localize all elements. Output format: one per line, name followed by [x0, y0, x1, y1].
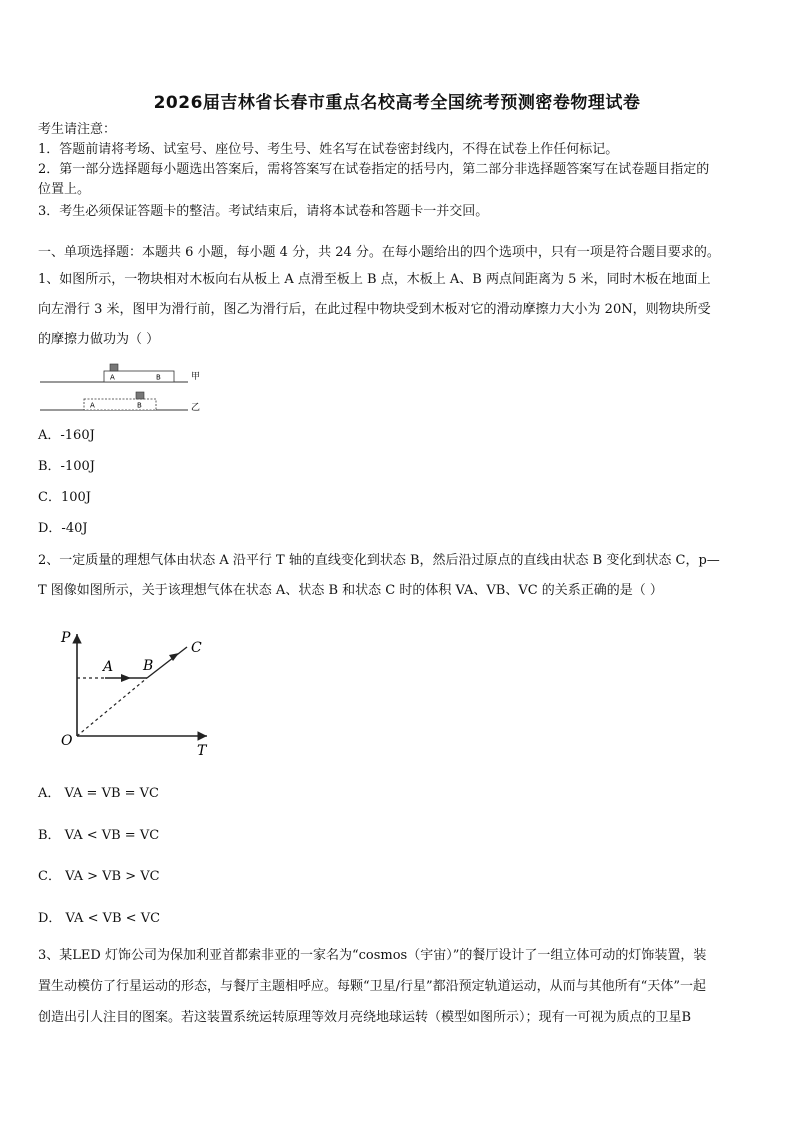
notice-item-3: 3．考生必须保证答题卡的整洁。考试结束后，请将本试卷和答题卡一并交回。 [38, 204, 489, 219]
state-b-label: B [143, 658, 154, 674]
q1-block-after [136, 392, 144, 399]
notice-item-2-cont: 位置上。 [38, 182, 91, 197]
arrow-a-to-b [121, 674, 131, 682]
q2-option-d: D． VA < VB < VC [38, 911, 161, 926]
q1-line-2: 向左滑行 3 米，图甲为滑行前，图乙为滑行后，在此过程中物块受到木板对它的滑动摩擦力大小为 20N，则物块所受 [38, 302, 711, 317]
state-a-label: A [103, 659, 114, 675]
q1-option-c: C．100J [38, 490, 91, 505]
q2-line-1: 2、一定质量的理想气体由状态 A 沿平行 T 轴的直线变化到状态 B，然后沿过原点的直线由状态 B 变化到状态 C，p— [38, 553, 720, 568]
q1-block-before [110, 364, 118, 371]
state-c-label: C [191, 640, 202, 656]
q2-pt-graph [55, 622, 225, 762]
q2-option-a: A． VA = VB = VC [38, 786, 160, 801]
q2-option-b: B． VA < VB = VC [38, 828, 160, 843]
origin-label: O [61, 733, 73, 749]
q1-label-a1: A [110, 373, 115, 382]
notice-item-2: 2．第一部分选择题每小题选出答案后，需将答案写在试卷指定的括号内，第二部分非选择题答案写在试卷题目指定的 [38, 162, 710, 177]
q1-label-a2: A [90, 401, 95, 410]
q1-option-a: A．-160J [38, 428, 95, 443]
q1-label-b2: B [137, 401, 142, 410]
q1-option-d: D．-40J [38, 521, 88, 536]
q1-option-b: B．-100J [38, 459, 95, 474]
p-axis-label: P [61, 630, 71, 646]
exam-title: 2026届吉林省长春市重点名校高考全国统考预测密卷物理试卷 [153, 93, 641, 113]
section-heading: 一、单项选择题：本题共 6 小题，每小题 4 分，共 24 分。在每小题给出的四个选项中，只有一项是符合题目要求的。 [38, 245, 720, 260]
q3-line-1: 3、某LED 灯饰公司为保加利亚首都索非亚的一家名为“cosmos（宇宙）”的餐厅设计了一组立体可动的灯饰装置，装 [38, 948, 707, 963]
q3-line-2: 置生动模仿了行星运动的形态，与餐厅主题相呼应。每颗“卫星/行星”都沿预定轨道运动，从而与其他所有“天体”一起 [38, 979, 706, 994]
q1-label-b1: B [156, 373, 161, 382]
t-axis-label: T [197, 743, 207, 759]
q1-figure [38, 362, 208, 414]
q1-line-3: 的摩擦力做功为（ ） [38, 332, 160, 347]
q1-line-1: 1、如图所示，一物块相对木板向右从板上 A 点滑至板上 B 点，木板上 A、B 两点间距离为 5 米，同时木板在地面上 [38, 272, 711, 287]
q2-option-c: C． VA > VB > VC [38, 869, 160, 884]
notice-item-1: 1．答题前请将考场、试室号、座位号、考生号、姓名写在试卷密封线内，不得在试卷上作任何标记。 [38, 142, 619, 157]
q3-line-3: 创造出引人注目的图案。若这装置系统运转原理等效月亮绕地球运转（模型如图所示）；现有一可视为质点的卫星B [38, 1010, 692, 1025]
notice-heading: 考生请注意： [38, 122, 117, 137]
q1-label-jia: 甲 [191, 372, 201, 382]
q1-label-yi: 乙 [191, 403, 201, 413]
q2-line-2: T 图像如图所示，关于该理想气体在状态 A、状态 B 和状态 C 时的体积 VA、VB、VC 的关系正确的是（ ） [38, 583, 663, 598]
